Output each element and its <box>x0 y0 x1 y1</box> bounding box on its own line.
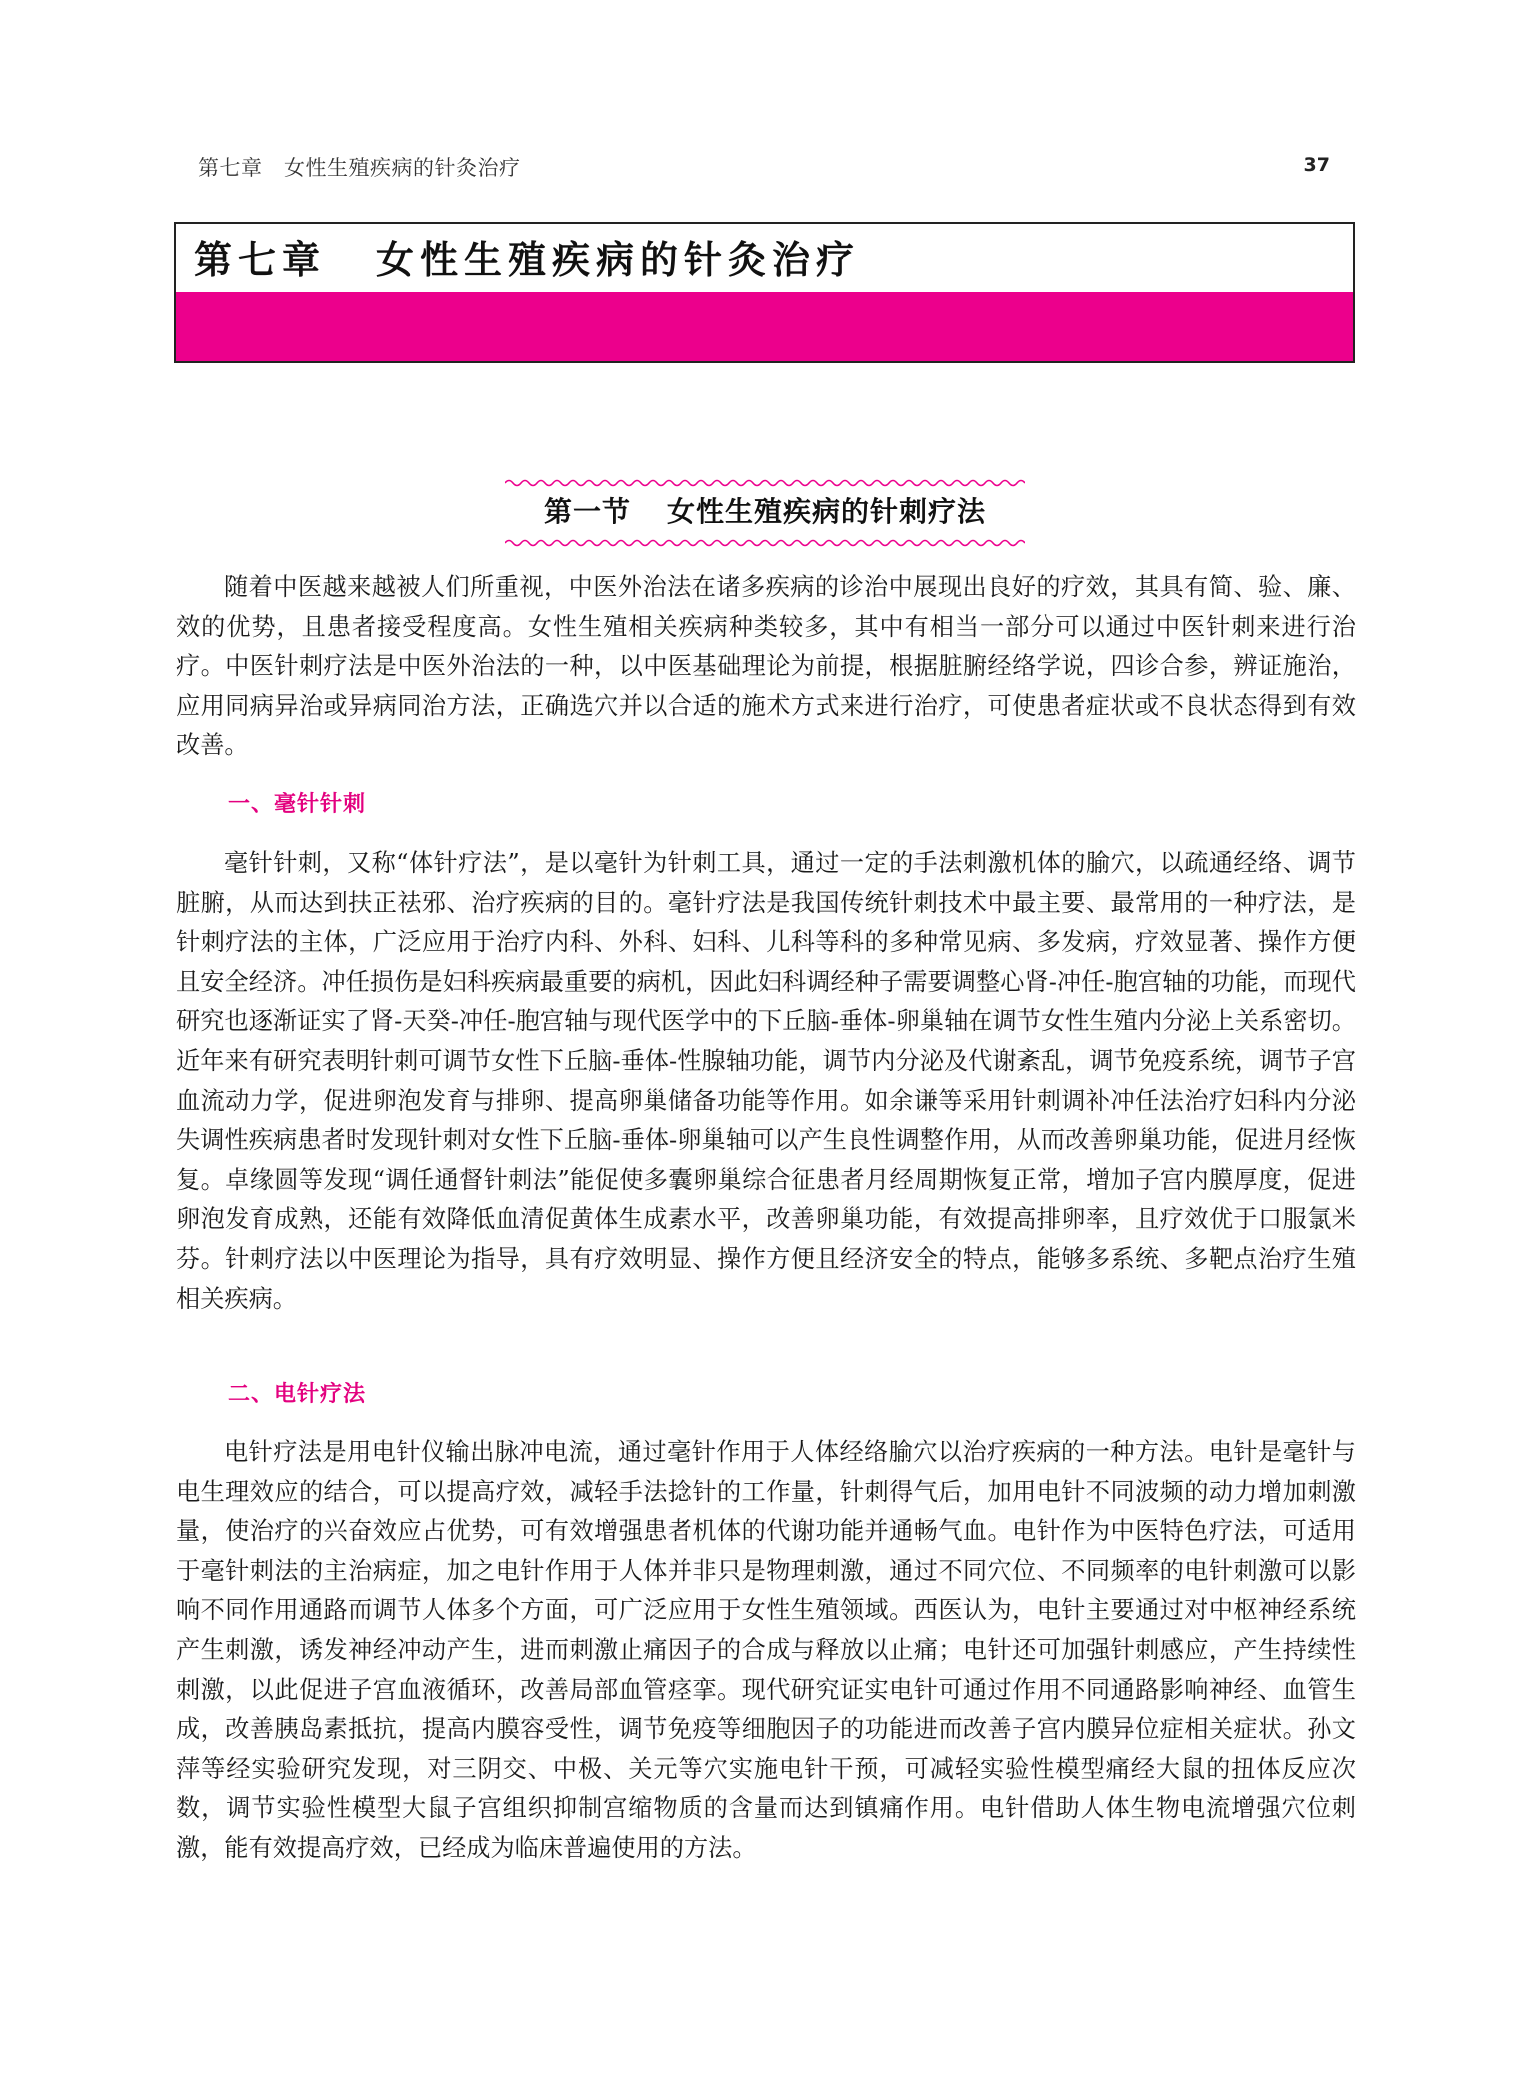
wavy-rule-bottom <box>505 538 1025 548</box>
subsection-paragraph: 电针疗法是用电针仪输出脉冲电流，通过毫针作用于人体经络腧穴以治疗疾病的一种方法。电针是毫针与电生理效应的结合，可以提高疗效，减轻手法捻针的工作量，针刺得气后，加用电针不同波频的动力增加刺激量，使治疗的兴奋效应占优势，可有效增强患者机体的代谢功能并通畅气血。电针作为中医特色疗法，可适用于毫针刺法的主治病症，加之电针作用于人体并非只是物理刺激，通过不同穴位、不同频率的电针刺激可以影响不同作用通路而调节人体多个方面，可广泛应用于女性生殖领域。西医认为，电针主要通过对中枢神经系统产生刺激，诱发神经冲动产生，进而刺激止痛因子的合成与释放以止痛；电针还可加强针刺感应，产生持续性刺激，以此促进子宫血液循环，改善局部血管痉挛。现代研究证实电针可通过作用不同通路影响神经、血管生成，改善胰岛素抵抗，提高内膜容受性，调节免疫等细胞因子的功能进而改善子宫内膜异位症相关症状。孙文萍等经实验研究发现，对三阴交、中极、关元等穴实施电针干预，可减轻实验性模型痛经大鼠的扭体反应次数，调节实验性模型大鼠子宫组织抑制宫缩物质的含量而达到镇痛作用。电针借助人体生物电流增强穴位刺激，能有效提高疗效，已经成为临床普遍使用的方法。 <box>176 1438 1356 1862</box>
chapter-label: 第七章 <box>194 238 327 282</box>
chapter-title-text: 女性生殖疾病的针灸治疗 <box>376 238 861 282</box>
section-label: 第一节 <box>543 495 631 528</box>
running-title: 第七章 女性生殖疾病的针灸治疗 <box>198 156 521 180</box>
intro-paragraph: 随着中医越来越被人们所重视，中医外治法在诸多疾病的诊治中展现出良好的疗效，其具有简、验、廉、效的优势，且患者接受程度高。女性生殖相关疾病种类较多，其中有相当一部分可以通过中医针刺来进行治疗。中医针刺疗法是中医外治法的一种，以中医基础理论为前提，根据脏腑经络学说，四诊合参，辨证施治，应用同病异治或异病同治方法，正确选穴并以合适的施术方式来进行治疗，可使患者症状或不良状态得到有效改善。 <box>176 573 1356 760</box>
chapter-title <box>194 232 860 288</box>
section-heading <box>505 478 1025 550</box>
chapter-color-band <box>176 292 1353 361</box>
subsection-heading: 一、毫针针刺 <box>228 792 367 817</box>
running-header <box>198 152 1330 188</box>
section-title-text: 女性生殖疾病的针刺疗法 <box>667 495 987 528</box>
subsection-paragraph: 毫针针刺，又称“体针疗法”，是以毫针为针刺工具，通过一定的手法刺激机体的腧穴，以疏通经络、调节脏腑，从而达到扶正祛邪、治疗疾病的目的。毫针疗法是我国传统针刺技术中最主要、最常用的一种疗法，是针刺疗法的主体，广泛应用于治疗内科、外科、妇科、儿科等科的多种常见病、多发病，疗效显著、操作方便且安全经济。冲任损伤是妇科疾病最重要的病机，因此妇科调经种子需要调整心肾-冲任-胞宫轴的功能，而现代研究也逐渐证实了肾-天癸-冲任-胞宫轴与现代医学中的下丘脑-垂体-卵巢轴在调节女性生殖内分泌上关系密切。近年来有研究表明针刺可调节女性下丘脑-垂体-性腺轴功能，调节内分泌及代谢紊乱，调节免疫系统，调节子宫血流动力学，促进卵泡发育与排卵、提高卵巢储备功能等作用。如余谦等采用针刺调补冲任法治疗妇科内分泌失调性疾病患者时发现针刺对女性下丘脑-垂体-卵巢轴可以产生良性调整作用，从而改善卵巢功能，促进月经恢复。卓缘圆等发现“调任通督针刺法”能促使多囊卵巢综合征患者月经周期恢复正常，增加子宫内膜厚度，促进卵泡发育成熟，还能有效降低血清促黄体生成素水平，改善卵巢功能，有效提高排卵率，且疗效优于口服氯米芬。针刺疗法以中医理论为指导，具有疗效明显、操作方便且经济安全的特点，能够多系统、多靶点治疗生殖相关疾病。 <box>176 849 1356 1313</box>
chapter-banner <box>174 222 1355 363</box>
wavy-rule-top <box>505 478 1025 488</box>
subsection-heading: 二、电针疗法 <box>228 1382 367 1407</box>
page-number: 37 <box>1303 154 1330 176</box>
section-title <box>505 488 1025 536</box>
